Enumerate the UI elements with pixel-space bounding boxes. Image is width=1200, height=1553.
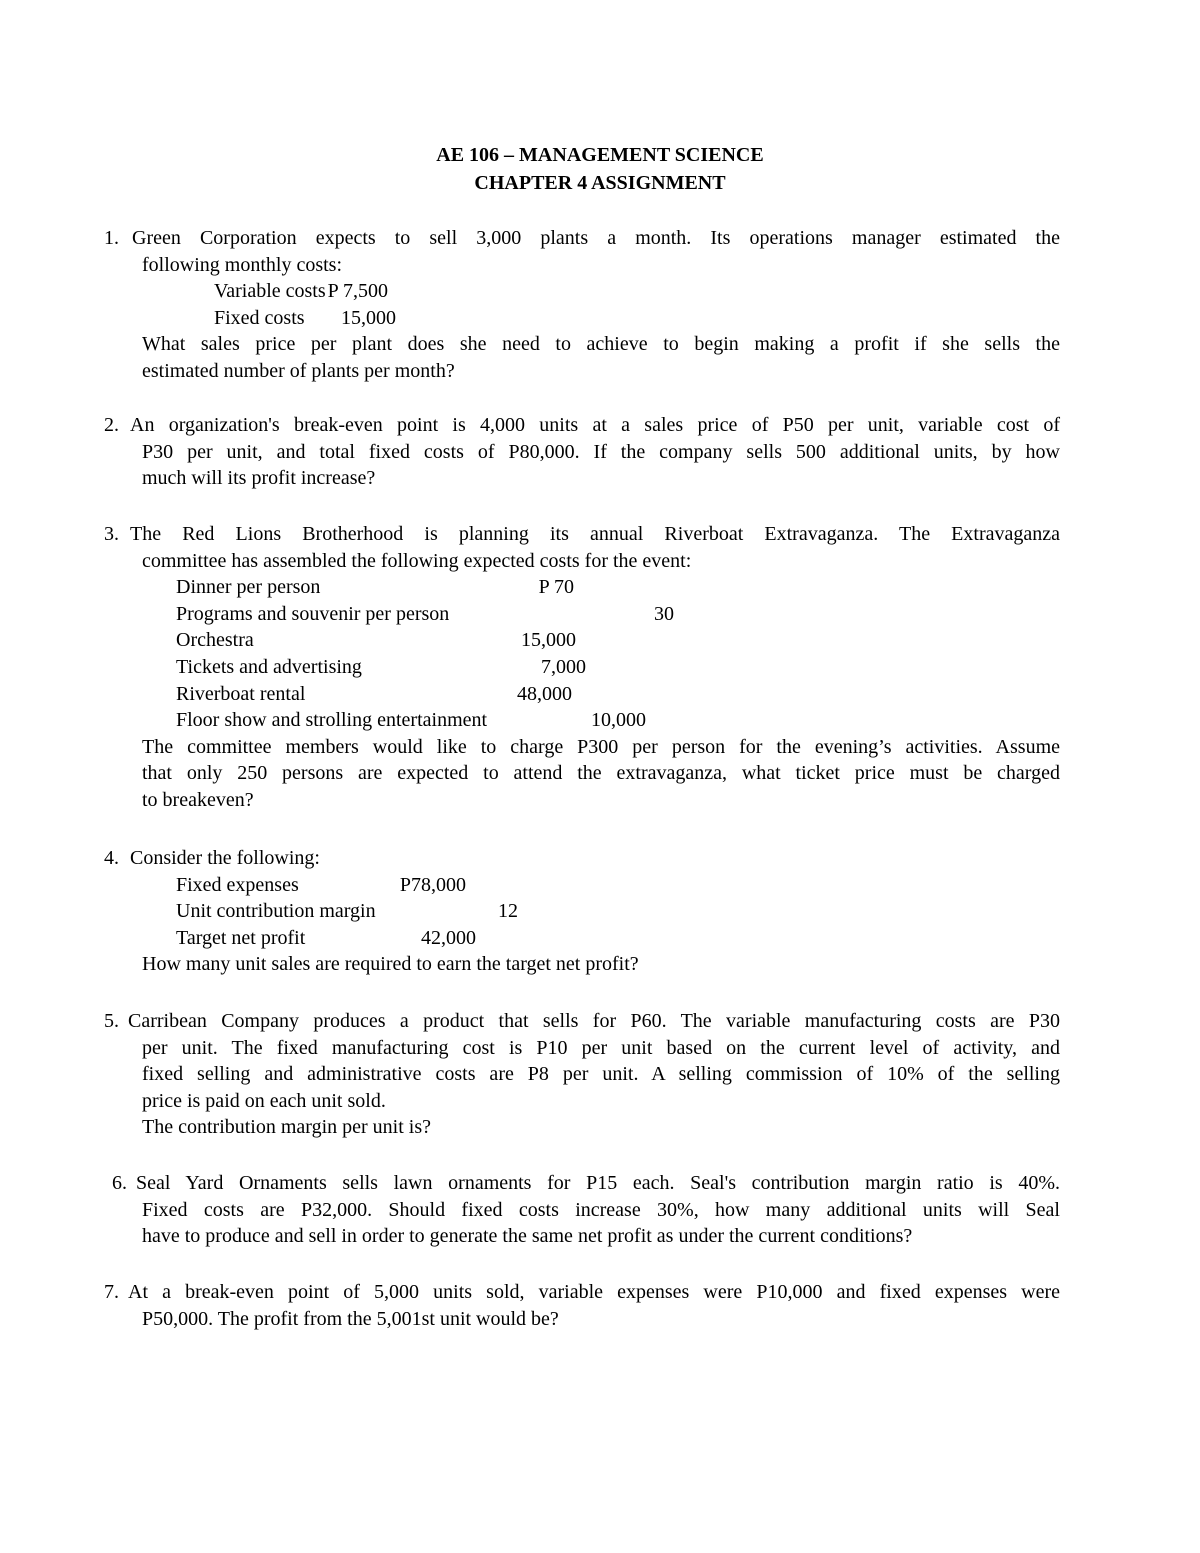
question-text-line: The contribution margin per unit is? — [142, 1116, 432, 1139]
question-2 — [104, 412, 1060, 492]
cost-label: Orchestra — [176, 629, 254, 652]
question-text-line: What sales price per plant does she need to achieve to begin making a profit if she sells the — [142, 333, 1060, 356]
cost-table-row — [130, 707, 1060, 734]
question-text-line: Seal Yard Ornaments sells lawn ornaments for P15 each. Seal's contribution margin ratio is 40%. — [136, 1172, 1060, 1194]
question-text-line: per unit. The fixed manufacturing cost is P10 per unit based on the current level of activity, and — [142, 1036, 1060, 1059]
cost-table-row — [130, 574, 1060, 601]
cost-table-row — [130, 627, 1060, 654]
question-text-line: An organization's break-even point is 4,000 units at a sales price of P50 per unit, variable cost of — [130, 414, 1060, 436]
cost-value: 7,000 — [541, 655, 586, 678]
question-text-line: fixed selling and administrative costs are P8 per unit. A selling commission of 10% of the selling — [142, 1063, 1060, 1086]
question-text-line: to breakeven? — [142, 788, 254, 811]
question-number: 2. — [104, 414, 119, 436]
cost-label: Unit contribution margin — [176, 900, 376, 923]
cost-label: Riverboat rental — [176, 682, 306, 705]
question-number: 5. — [104, 1010, 119, 1032]
question-text-line: Carribean Company produces a product that sells for P60. The variable manufacturing costs are P30 — [128, 1010, 1060, 1032]
cost-value: 30 — [654, 602, 674, 625]
question-text-line: The committee members would like to charge P300 per person for the evening’s activities. Assume — [142, 735, 1060, 758]
cost-table-row — [132, 305, 1060, 332]
cost-label: Target net profit — [176, 926, 306, 949]
question-5 — [104, 1008, 1060, 1141]
question-number: 6. — [112, 1172, 127, 1194]
question-number: 3. — [104, 523, 119, 545]
question-text-line: that only 250 persons are expected to attend the extravaganza, what ticket price must be charged — [142, 762, 1060, 785]
question-7 — [104, 1279, 1060, 1332]
cost-value: 15,000 — [341, 306, 396, 329]
question-4 — [104, 845, 1060, 978]
cost-label: Fixed expenses — [176, 873, 299, 896]
cost-label: Variable costs — [214, 280, 326, 303]
question-text-line: At a break-even point of 5,000 units sold, variable expenses were P10,000 and fixed expenses were — [128, 1281, 1060, 1303]
cost-value: 12 — [498, 900, 518, 923]
question-text-line: Consider the following: — [130, 847, 320, 869]
cost-table-row — [130, 681, 1060, 708]
cost-table-row — [132, 278, 1060, 305]
question-text-line: P30 per unit, and total fixed costs of P80,000. If the company sells 500 additional units, by how — [142, 440, 1060, 463]
question-1 — [104, 225, 1060, 385]
cost-value: P78,000 — [399, 873, 466, 896]
cost-label: Tickets and advertising — [176, 655, 362, 678]
cost-value: 15,000 — [521, 629, 576, 652]
cost-table-row — [130, 872, 1060, 899]
document-subtitle: CHAPTER 4 ASSIGNMENT — [474, 172, 726, 194]
cost-value: P 70 — [538, 576, 574, 599]
question-3 — [104, 521, 1060, 814]
question-text-line: have to produce and sell in order to generate the same net profit as under the current conditions? — [142, 1225, 913, 1248]
cost-label: Fixed costs — [214, 306, 305, 329]
question-number: 1. — [104, 227, 119, 249]
question-text-line: price is paid on each unit sold. — [142, 1089, 386, 1112]
question-number: 4. — [104, 847, 119, 869]
question-text-line: Fixed costs are P32,000. Should fixed costs increase 30%, how many additional units will Seal — [142, 1198, 1060, 1221]
question-text-line: How many unit sales are required to earn the target net profit? — [142, 953, 639, 976]
document-title: AE 106 – MANAGEMENT SCIENCE — [436, 144, 764, 166]
cost-table-row — [130, 925, 1060, 952]
question-text-line: Green Corporation expects to sell 3,000 plants a month. Its operations manager estimated the — [132, 227, 1060, 249]
cost-table-row — [130, 654, 1060, 681]
question-text-line: The Red Lions Brotherhood is planning its annual Riverboat Extravaganza. The Extravaganza — [130, 523, 1060, 545]
cost-value: 48,000 — [517, 682, 572, 705]
cost-label: Programs and souvenir per person — [176, 602, 450, 625]
question-text-line: P50,000. The profit from the 5,001st unit would be? — [142, 1307, 559, 1330]
question-text-line: estimated number of plants per month? — [142, 359, 455, 382]
question-text-line: committee has assembled the following expected costs for the event: — [142, 549, 692, 572]
cost-value: 10,000 — [591, 709, 646, 732]
question-text-line: much will its profit increase? — [142, 467, 376, 490]
cost-value: P 7,500 — [327, 280, 388, 303]
cost-label: Dinner per person — [176, 576, 321, 599]
cost-value: 42,000 — [421, 926, 476, 949]
question-6 — [112, 1170, 1060, 1250]
cost-table-row — [130, 898, 1060, 925]
cost-table-row — [130, 601, 1060, 628]
question-text-line: following monthly costs: — [142, 253, 342, 276]
question-number: 7. — [104, 1281, 119, 1303]
cost-label: Floor show and strolling entertainment — [176, 709, 488, 732]
